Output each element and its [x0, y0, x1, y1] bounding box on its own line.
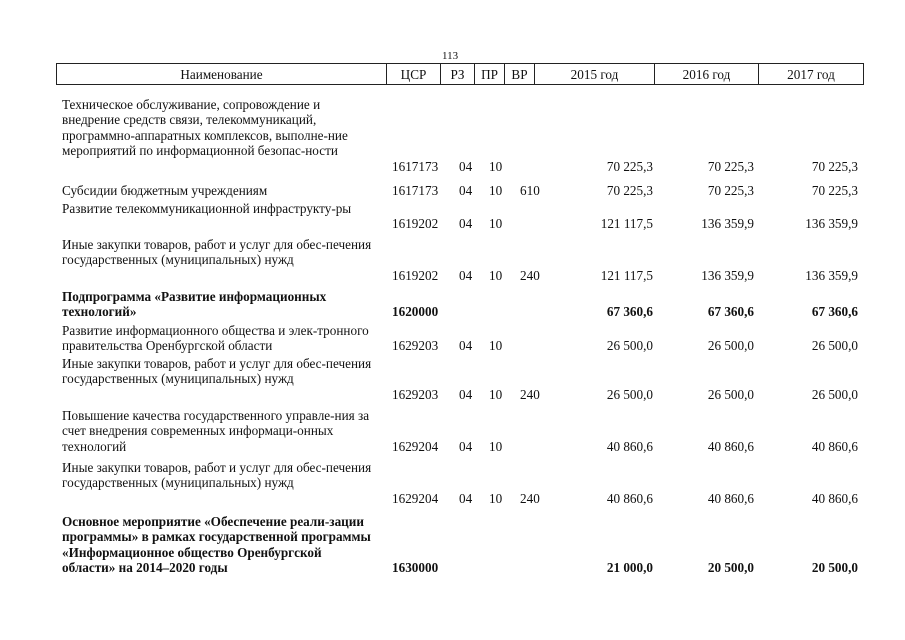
cell-csr: 1630000 — [392, 560, 439, 576]
cell-rz: 04 — [459, 386, 473, 402]
cell-y2015: 70 225,3 — [606, 158, 653, 174]
header-2016: 2016 год — [654, 64, 758, 84]
cell-csr: 1629203 — [392, 386, 439, 402]
cell-rz: 04 — [459, 490, 473, 506]
row-name: Иные закупки товаров, работ и услуг для обес-печения государственных (муниципальных) нужд — [62, 237, 372, 268]
cell-y2016: 136 359,9 — [701, 216, 754, 232]
cell-y2017: 70 225,3 — [811, 158, 858, 174]
row-name: Подпрограмма «Развитие информационных технологий» — [62, 289, 327, 320]
cell-vr: 610 — [520, 183, 540, 198]
cell-y2016: 70 225,3 — [707, 183, 754, 198]
cell-pr: 10 — [489, 490, 503, 506]
cell-y2015: 67 360,6 — [606, 304, 653, 320]
cell-csr: 1619202 — [392, 267, 439, 283]
row-name: Основное мероприятие «Обеспечение реали-зации программы» в рамках государственной программы «Информационное общество Оренбургской области» на 2014–2020 годы — [62, 514, 371, 576]
cell-rz: 04 — [459, 183, 473, 198]
cell-pr: 10 — [489, 386, 503, 402]
cell-rz: 04 — [459, 438, 473, 454]
cell-y2016: 26 500,0 — [707, 338, 754, 354]
cell-rz: 04 — [459, 267, 473, 283]
cell-y2016: 20 500,0 — [707, 560, 754, 576]
cell-pr: 10 — [489, 183, 503, 198]
header-vr: ВР — [504, 64, 534, 84]
cell-pr: 10 — [489, 158, 503, 174]
cell-y2015: 26 500,0 — [606, 386, 653, 402]
cell-y2017: 136 359,9 — [805, 267, 858, 283]
cell-y2016: 26 500,0 — [707, 386, 754, 402]
row-name: Развитие информационного общества и элек-тронного правительства Оренбургской области — [62, 323, 369, 354]
header-csr: ЦСР — [386, 64, 440, 84]
row-name: Иные закупки товаров, работ и услуг для обес-печения государственных (муниципальных) нужд — [62, 356, 372, 387]
cell-y2015: 121 117,5 — [600, 267, 653, 283]
cell-csr: 1617173 — [392, 158, 439, 174]
cell-y2017: 70 225,3 — [811, 183, 858, 198]
row-name: Субсидии бюджетным учреждениям — [62, 183, 268, 198]
cell-vr: 240 — [520, 267, 540, 283]
row-name: Техническое обслуживание, сопровождение и внедрение средств связи, телекоммуникаций, программно-аппаратных комплексов, выполне-ние мероприятий по информационной безопас-ности — [62, 97, 348, 159]
header-2017: 2017 год — [758, 64, 864, 84]
cell-csr: 1629204 — [392, 438, 439, 454]
cell-csr: 1619202 — [392, 216, 439, 232]
header-pr: ПР — [474, 64, 504, 84]
cell-y2015: 26 500,0 — [606, 338, 653, 354]
cell-y2015: 70 225,3 — [606, 183, 653, 198]
row-name: Развитие телекоммуникационной инфраструкту-ры — [62, 201, 352, 216]
cell-y2016: 40 860,6 — [707, 438, 754, 454]
cell-y2017: 67 360,6 — [811, 304, 858, 320]
cell-y2016: 70 225,3 — [707, 158, 754, 174]
cell-y2017: 26 500,0 — [811, 386, 858, 402]
cell-pr: 10 — [489, 338, 503, 354]
cell-pr: 10 — [489, 438, 503, 454]
table-header — [56, 63, 864, 85]
cell-rz: 04 — [459, 158, 473, 174]
row-name: Иные закупки товаров, работ и услуг для обес-печения государственных (муниципальных) нужд — [62, 460, 372, 491]
header-2015: 2015 год — [534, 64, 654, 84]
cell-y2015: 121 117,5 — [600, 216, 653, 232]
cell-y2015: 21 000,0 — [606, 560, 653, 576]
cell-vr: 240 — [520, 386, 540, 402]
row-name: Повышение качества государственного управле-ния за счет внедрения современных информаци-онных технологий — [62, 408, 370, 454]
cell-y2016: 40 860,6 — [707, 490, 754, 506]
cell-y2017: 40 860,6 — [811, 438, 858, 454]
cell-y2017: 136 359,9 — [805, 216, 858, 232]
cell-rz: 04 — [459, 338, 473, 354]
cell-y2016: 67 360,6 — [707, 304, 754, 320]
header-rz: РЗ — [440, 64, 474, 84]
cell-y2016: 136 359,9 — [701, 267, 754, 283]
cell-y2017: 40 860,6 — [811, 490, 858, 506]
header-name: Наименование — [56, 64, 386, 84]
cell-pr: 10 — [489, 267, 503, 283]
cell-csr: 1617173 — [392, 183, 439, 198]
cell-csr: 1629204 — [392, 490, 439, 506]
cell-csr: 1620000 — [392, 304, 439, 320]
cell-y2015: 40 860,6 — [606, 438, 653, 454]
cell-csr: 1629203 — [392, 338, 439, 354]
cell-rz: 04 — [459, 216, 473, 232]
cell-y2017: 26 500,0 — [811, 338, 858, 354]
cell-pr: 10 — [489, 216, 503, 232]
cell-vr: 240 — [520, 490, 540, 506]
cell-y2017: 20 500,0 — [811, 560, 858, 576]
cell-y2015: 40 860,6 — [606, 490, 653, 506]
page-number: 113 — [442, 50, 459, 62]
